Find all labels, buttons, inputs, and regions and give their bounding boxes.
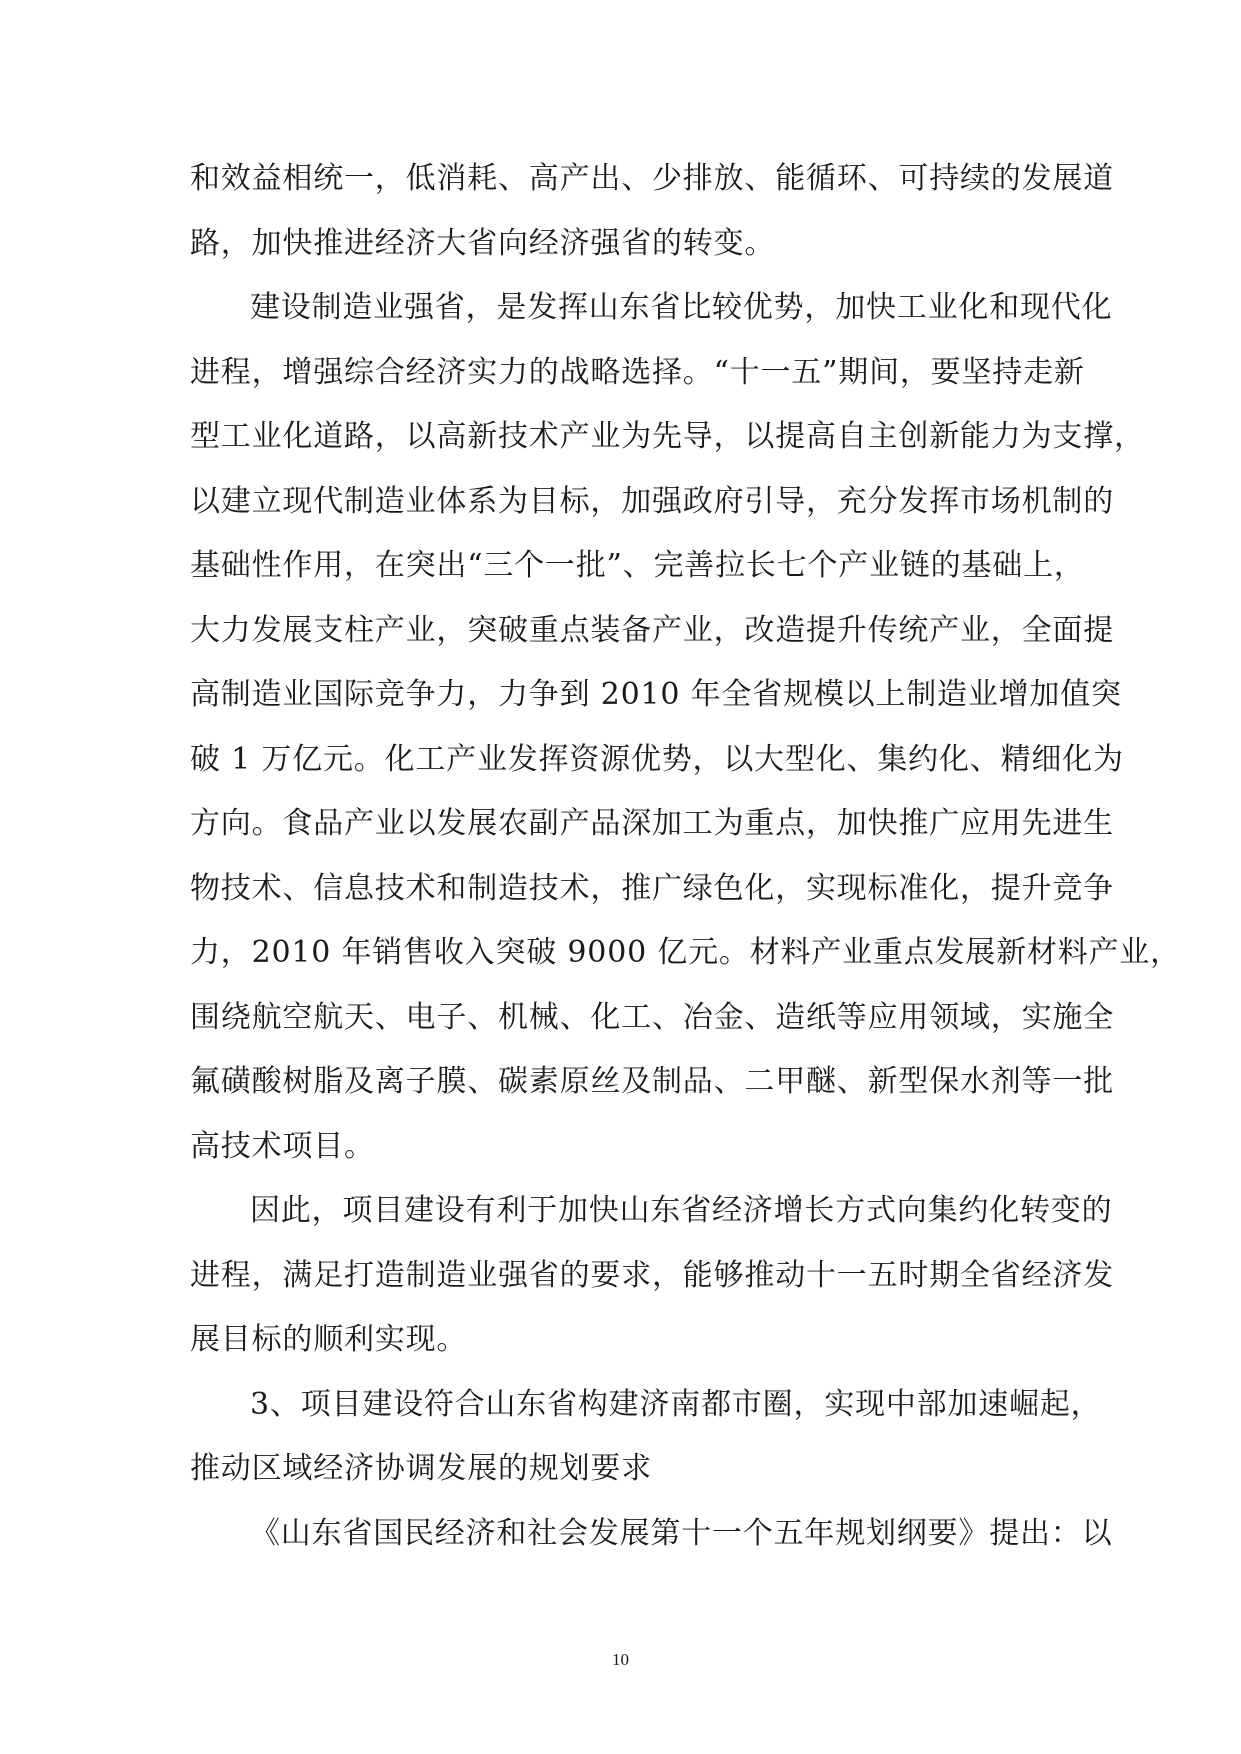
- text-line: 推动区域经济协调发展的规划要求: [190, 1451, 652, 1486]
- text-line: 方向。食品产业以发展农副产品深加工为重点，加快推广应用先进生: [190, 806, 1114, 841]
- text-line: 高技术项目。: [190, 1128, 375, 1164]
- text-line: 破 1 万亿元。化工产业发挥资源优势，以大型化、集约化、精细化为: [190, 741, 1124, 777]
- text-line: 3、项目建设符合山东省构建济南都市圈，实现中部加速崛起，: [250, 1386, 1102, 1422]
- text-line: 路，加快推进经济大省向经济强省的转变。: [190, 225, 776, 261]
- text-line: 建设制造业强省，是发挥山东省比较优势，加快工业化和现代化: [250, 290, 1113, 325]
- text-line: 因此，项目建设有利于加快山东省经济增长方式向集约化转变的: [250, 1193, 1113, 1228]
- text-line: 和效益相统一，低消耗、高产出、少排放、能循环、可持续的发展道: [190, 161, 1114, 196]
- text-line: 基础性作用，在突出“三个一批”、完善拉长七个产业链的基础上，: [190, 548, 1085, 583]
- page-number: 10: [612, 1650, 629, 1669]
- paragraph-lines: [190, 147, 1181, 1566]
- text-line: 氟磺酸树脂及离子膜、碳素原丝及制品、二甲醚、新型保水剂等一批: [190, 1064, 1114, 1099]
- text-line: 围绕航空航天、电子、机械、化工、冶金、造纸等应用领域，实施全: [190, 999, 1114, 1035]
- text-line: 进程，增强综合经济实力的战略选择。“十一五”期间，要坚持走新: [190, 354, 1085, 390]
- text-line: 展目标的顺利实现。: [190, 1322, 468, 1357]
- text-line: 力，2010 年销售收入突破 9000 亿元。材料产业重点发展新材料产业，: [190, 935, 1181, 970]
- text-line: 物技术、信息技术和制造技术，推广绿色化，实现标准化，提升竞争: [190, 870, 1114, 906]
- text-line: 大力发展支柱产业，突破重点装备产业，改造提升传统产业，全面提: [190, 612, 1114, 648]
- text-line: 以建立现代制造业体系为目标，加强政府引导，充分发挥市场机制的: [190, 483, 1114, 519]
- document-body: [190, 147, 1181, 1566]
- text-line: 高制造业国际竞争力，力争到 2010 年全省规模以上制造业增加值突: [190, 677, 1122, 712]
- text-line: 《山东省国民经济和社会发展第十一个五年规划纲要》提出：以: [250, 1515, 1113, 1551]
- text-line: 进程，满足打造制造业强省的要求，能够推动十一五时期全省经济发: [190, 1257, 1114, 1293]
- text-line: 型工业化道路，以高新技术产业为先导，以提高自主创新能力为支撑，: [190, 419, 1145, 454]
